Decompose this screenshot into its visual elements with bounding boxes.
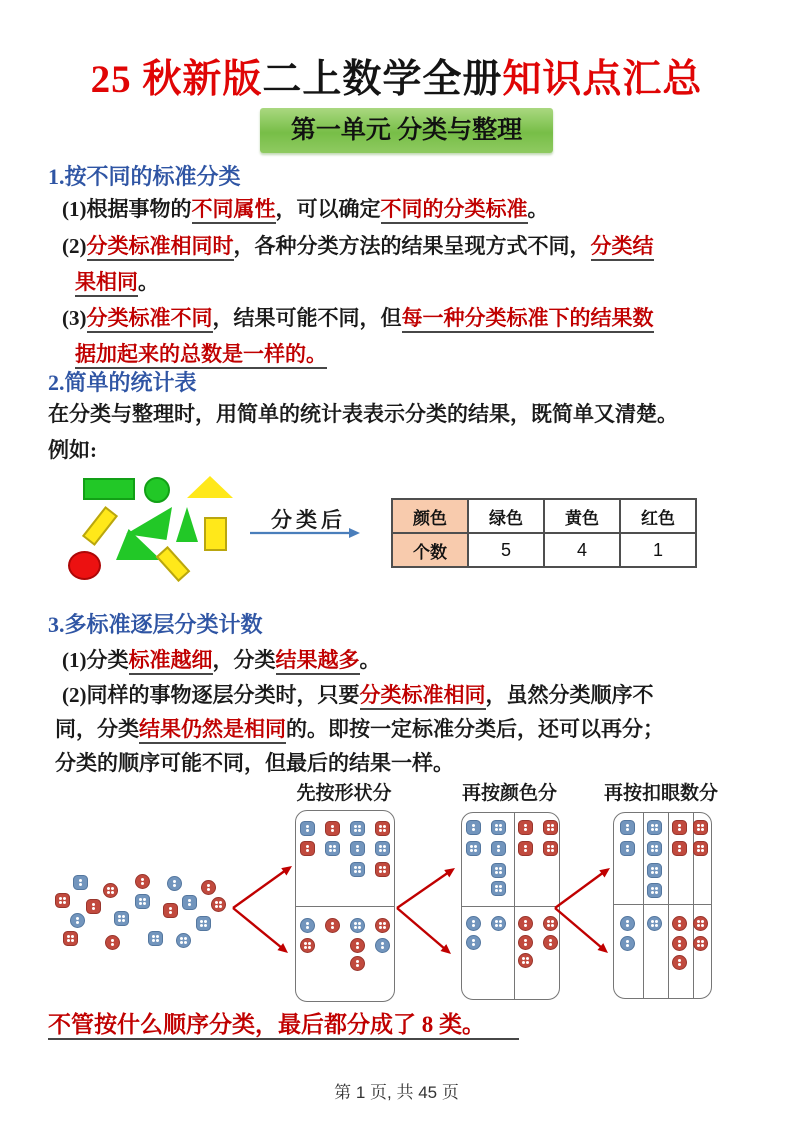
button-holes: [354, 825, 362, 833]
text-line: [75, 338, 327, 368]
text-line: [62, 193, 549, 223]
table-cell: 绿色: [468, 499, 544, 533]
button-round-red-2hole: [350, 956, 365, 971]
button-round-red-2hole: [672, 936, 687, 951]
button-holes: [547, 920, 555, 928]
button-holes: [495, 920, 503, 928]
button-holes: [524, 920, 527, 928]
highlight-underline-text: 不同属性: [192, 197, 276, 224]
button-holes: [306, 825, 309, 833]
button-square-red-4hole: [375, 862, 390, 877]
button-holes: [379, 845, 387, 853]
button-holes: [495, 824, 503, 832]
button-holes: [651, 824, 659, 832]
button-holes: [188, 899, 191, 907]
button-holes: [524, 845, 527, 853]
green-rect-shape: [83, 478, 135, 500]
unit-banner: [260, 108, 553, 153]
button-round-red-4hole: [693, 936, 708, 951]
text-segment: ，虽然分类顺序不: [485, 683, 654, 707]
button-holes: [472, 920, 475, 928]
page-number: 第 1 页, 共 45 页: [334, 1083, 459, 1102]
button-square-red-2hole: [163, 903, 178, 918]
button-round-blue-2hole: [620, 916, 635, 931]
button-holes: [379, 825, 387, 833]
button-holes: [306, 845, 309, 853]
text-segment: (1)根据事物的: [62, 197, 192, 221]
button-holes: [626, 824, 629, 832]
text-segment: 知识点汇总: [502, 58, 703, 101]
button-round-red-4hole: [103, 883, 118, 898]
highlight-underline-text: 分类标准相同时: [87, 234, 234, 261]
section1-heading: 1.按不同的标准分类: [48, 164, 241, 189]
button-holes: [697, 920, 705, 928]
button-round-blue-2hole: [466, 916, 481, 931]
button-square-blue-4hole: [491, 881, 506, 896]
button-holes: [379, 922, 387, 930]
table-row: [392, 499, 696, 533]
button-square-blue-4hole: [647, 820, 662, 835]
text-segment: (1)分类: [62, 648, 129, 672]
button-square-red-2hole: [86, 899, 101, 914]
button-round-blue-4hole: [176, 933, 191, 948]
button-round-red-2hole: [672, 916, 687, 931]
button-holes: [547, 845, 555, 853]
red-ellipse-shape: [68, 551, 101, 580]
button-round-red-2hole: [518, 916, 533, 931]
button-square-blue-4hole: [647, 883, 662, 898]
button-square-red-4hole: [55, 893, 70, 908]
button-holes: [472, 939, 475, 947]
text-line: [75, 266, 159, 296]
button-square-blue-4hole: [350, 821, 365, 836]
button-square-blue-4hole: [325, 841, 340, 856]
text-line: [62, 302, 654, 332]
button-holes: [139, 898, 147, 906]
highlight-underline-text: 分类标准不同: [87, 306, 213, 333]
button-holes: [547, 824, 555, 832]
text-segment: ，各种分类方法的结果呈现方式不同，: [233, 234, 591, 258]
yellow-rect-shape: [156, 546, 191, 582]
button-round-red-4hole: [375, 918, 390, 933]
button-square-blue-2hole: [620, 820, 635, 835]
button-holes: [651, 867, 659, 875]
highlight-underline-text: 分类标准相同: [360, 683, 486, 710]
statistics-table: [391, 498, 697, 568]
button-holes: [381, 942, 384, 950]
button-holes: [356, 960, 359, 968]
button-square-red-2hole: [518, 820, 533, 835]
button-holes: [470, 845, 478, 853]
button-square-blue-4hole: [491, 820, 506, 835]
section2-heading: 2.简单的统计表: [48, 370, 197, 395]
button-square-blue-4hole: [491, 863, 506, 878]
text-segment: (3): [62, 306, 87, 330]
button-holes: [495, 885, 503, 893]
text-segment: ，分类: [212, 648, 276, 672]
button-holes: [678, 920, 681, 928]
button-holes: [697, 824, 705, 832]
button-holes: [215, 901, 223, 909]
button-square-blue-4hole: [135, 894, 150, 909]
button-holes: [118, 915, 126, 923]
button-square-red-4hole: [63, 931, 78, 946]
text-segment: 。: [359, 648, 381, 672]
button-holes: [207, 884, 210, 892]
button-holes: [354, 922, 362, 930]
button-round-red-4hole: [693, 916, 708, 931]
button-round-red-4hole: [518, 953, 533, 968]
box-divider: [614, 904, 711, 905]
button-holes: [497, 845, 500, 853]
green-tri-up-shape: [176, 507, 198, 542]
button-square-red-2hole: [325, 821, 340, 836]
table-cell: 1: [620, 533, 696, 567]
button-square-blue-2hole: [491, 841, 506, 856]
button-holes: [626, 920, 629, 928]
button-square-blue-2hole: [620, 841, 635, 856]
button-holes: [173, 880, 176, 888]
text-segment: 。: [138, 270, 159, 294]
button-square-blue-4hole: [466, 841, 481, 856]
text-segment: 在分类与整理时，用简单的统计表表示分类的结果，既简单又清楚。: [48, 402, 678, 426]
button-holes: [626, 940, 629, 948]
button-holes: [697, 940, 705, 948]
text-line: [62, 644, 381, 674]
button-round-blue-4hole: [350, 918, 365, 933]
box-divider: [462, 906, 559, 907]
button-holes: [354, 866, 362, 874]
button-round-red-2hole: [135, 874, 150, 889]
button-square-blue-2hole: [182, 895, 197, 910]
conclusion-statement: [48, 1006, 519, 1039]
yellow-rect-shape: [204, 517, 227, 551]
button-holes: [549, 939, 552, 947]
button-holes: [67, 935, 75, 943]
text-line: [55, 747, 454, 777]
text-segment: 同，分类: [55, 717, 139, 741]
diagram-label-shape: 先按形状分: [296, 783, 392, 804]
button-holes: [200, 920, 208, 928]
button-holes: [626, 845, 629, 853]
highlight-underline-text: 标准越细: [129, 648, 213, 675]
button-square-red-4hole: [543, 820, 558, 835]
button-holes: [141, 878, 144, 886]
text-line: [48, 434, 97, 464]
button-holes: [524, 939, 527, 947]
button-holes: [59, 897, 67, 905]
text-segment: 。: [527, 197, 549, 221]
button-square-blue-4hole: [148, 931, 163, 946]
button-round-red-2hole: [201, 880, 216, 895]
button-holes: [76, 917, 79, 925]
button-holes: [331, 825, 334, 833]
button-holes: [472, 824, 475, 832]
button-square-red-4hole: [693, 841, 708, 856]
highlight-underline-text: 据加起来的总数是一样的。: [75, 342, 327, 369]
text-segment: 二上数学全册: [262, 58, 503, 101]
button-square-blue-4hole: [647, 863, 662, 878]
button-round-red-2hole: [350, 938, 365, 953]
button-holes: [495, 867, 503, 875]
page-title: [0, 48, 793, 104]
button-holes: [697, 845, 705, 853]
highlight-underline-text: 结果越多: [276, 648, 360, 675]
button-round-red-4hole: [300, 938, 315, 953]
button-square-blue-4hole: [196, 916, 211, 931]
button-square-blue-4hole: [647, 841, 662, 856]
button-square-red-4hole: [543, 841, 558, 856]
table-cell: 4: [544, 533, 620, 567]
text-line: [48, 398, 678, 428]
highlight-underline-text: 结果仍然是相同: [139, 717, 286, 744]
button-holes: [169, 907, 172, 915]
section3-heading: 3.多标准逐层分类计数: [48, 612, 263, 637]
sorting-arrow-label: 分类后: [271, 508, 346, 532]
button-round-blue-2hole: [70, 913, 85, 928]
button-holes: [678, 940, 681, 948]
button-holes: [329, 845, 337, 853]
button-holes: [92, 903, 95, 911]
button-round-red-2hole: [105, 935, 120, 950]
text-segment: 分类的顺序可能不同，但最后的结果一样。: [55, 751, 454, 775]
button-holes: [111, 939, 114, 947]
button-holes: [522, 957, 530, 965]
button-holes: [678, 845, 681, 853]
button-holes: [331, 922, 334, 930]
sort-box-shape: [295, 810, 395, 1002]
button-holes: [379, 866, 387, 874]
button-square-blue-4hole: [375, 841, 390, 856]
box-divider: [643, 813, 644, 998]
button-round-blue-4hole: [491, 916, 506, 931]
button-square-red-4hole: [375, 821, 390, 836]
highlight-underline-text: 果相同: [75, 270, 138, 297]
highlight-underline-text: 分类结: [591, 234, 654, 261]
button-holes: [524, 824, 527, 832]
highlight-underline-text: 不同的分类标准: [381, 197, 528, 224]
button-round-red-2hole: [518, 935, 533, 950]
button-round-red-4hole: [543, 916, 558, 931]
button-round-red-4hole: [211, 897, 226, 912]
diagram-label-color: 再按颜色分: [461, 783, 557, 804]
button-holes: [651, 845, 659, 853]
table-cell: 5: [468, 533, 544, 567]
button-holes: [306, 922, 309, 930]
button-square-blue-4hole: [350, 862, 365, 877]
button-round-blue-2hole: [300, 918, 315, 933]
text-segment: (2): [62, 234, 87, 258]
button-square-red-2hole: [672, 841, 687, 856]
button-holes: [678, 824, 681, 832]
button-square-blue-4hole: [114, 911, 129, 926]
text-line: [55, 713, 664, 743]
box-divider: [296, 906, 394, 907]
button-round-blue-4hole: [647, 916, 662, 931]
button-holes: [304, 942, 312, 950]
button-square-blue-2hole: [300, 821, 315, 836]
button-round-blue-2hole: [167, 876, 182, 891]
box-divider: [693, 813, 694, 998]
diagram-label-holes: 再按扣眼数分: [603, 783, 718, 804]
highlight-underline-text: 不管按什么顺序分类，最后都分成了 8 类。: [48, 1012, 519, 1040]
text-segment: 例如:: [48, 438, 97, 462]
unit-banner-label: 第一单元 分类与整理: [290, 117, 523, 144]
box-divider: [668, 813, 669, 998]
button-square-blue-2hole: [466, 820, 481, 835]
button-holes: [152, 935, 160, 943]
button-round-red-2hole: [325, 918, 340, 933]
button-round-red-2hole: [672, 955, 687, 970]
text-line: [62, 230, 654, 260]
table-header-cell: 个数: [392, 533, 468, 567]
table-cell: 红色: [620, 499, 696, 533]
button-holes: [651, 887, 659, 895]
button-holes: [107, 887, 115, 895]
button-round-blue-2hole: [375, 938, 390, 953]
text-line: [62, 679, 654, 709]
table-header-cell: 颜色: [392, 499, 468, 533]
button-round-red-2hole: [543, 935, 558, 950]
yellow-tri-up-shape: [187, 476, 233, 498]
button-square-red-2hole: [518, 841, 533, 856]
button-holes: [651, 920, 659, 928]
text-segment: 25 秋新版: [90, 58, 263, 101]
button-holes: [356, 942, 359, 950]
button-square-red-2hole: [672, 820, 687, 835]
box-divider: [514, 813, 515, 999]
text-segment: (2)同样的事物逐层分类时，只要: [62, 683, 360, 707]
button-square-blue-2hole: [73, 875, 88, 890]
green-circle-shape: [144, 477, 170, 503]
button-holes: [678, 959, 681, 967]
table-cell: 黄色: [544, 499, 620, 533]
text-segment: 的。即按一定标准分类后，还可以再分；: [286, 717, 664, 741]
highlight-underline-text: 每一种分类标准下的结果数: [402, 306, 654, 333]
button-square-blue-2hole: [350, 841, 365, 856]
button-holes: [180, 937, 188, 945]
button-holes: [79, 879, 82, 887]
yellow-rect-shape: [82, 506, 118, 546]
table-row: [392, 533, 696, 567]
button-square-red-4hole: [693, 820, 708, 835]
button-holes: [356, 845, 359, 853]
button-round-blue-2hole: [466, 935, 481, 950]
text-segment: ，结果可能不同，但: [212, 306, 402, 330]
button-round-blue-2hole: [620, 936, 635, 951]
button-square-red-2hole: [300, 841, 315, 856]
text-segment: ，可以确定: [275, 197, 381, 221]
